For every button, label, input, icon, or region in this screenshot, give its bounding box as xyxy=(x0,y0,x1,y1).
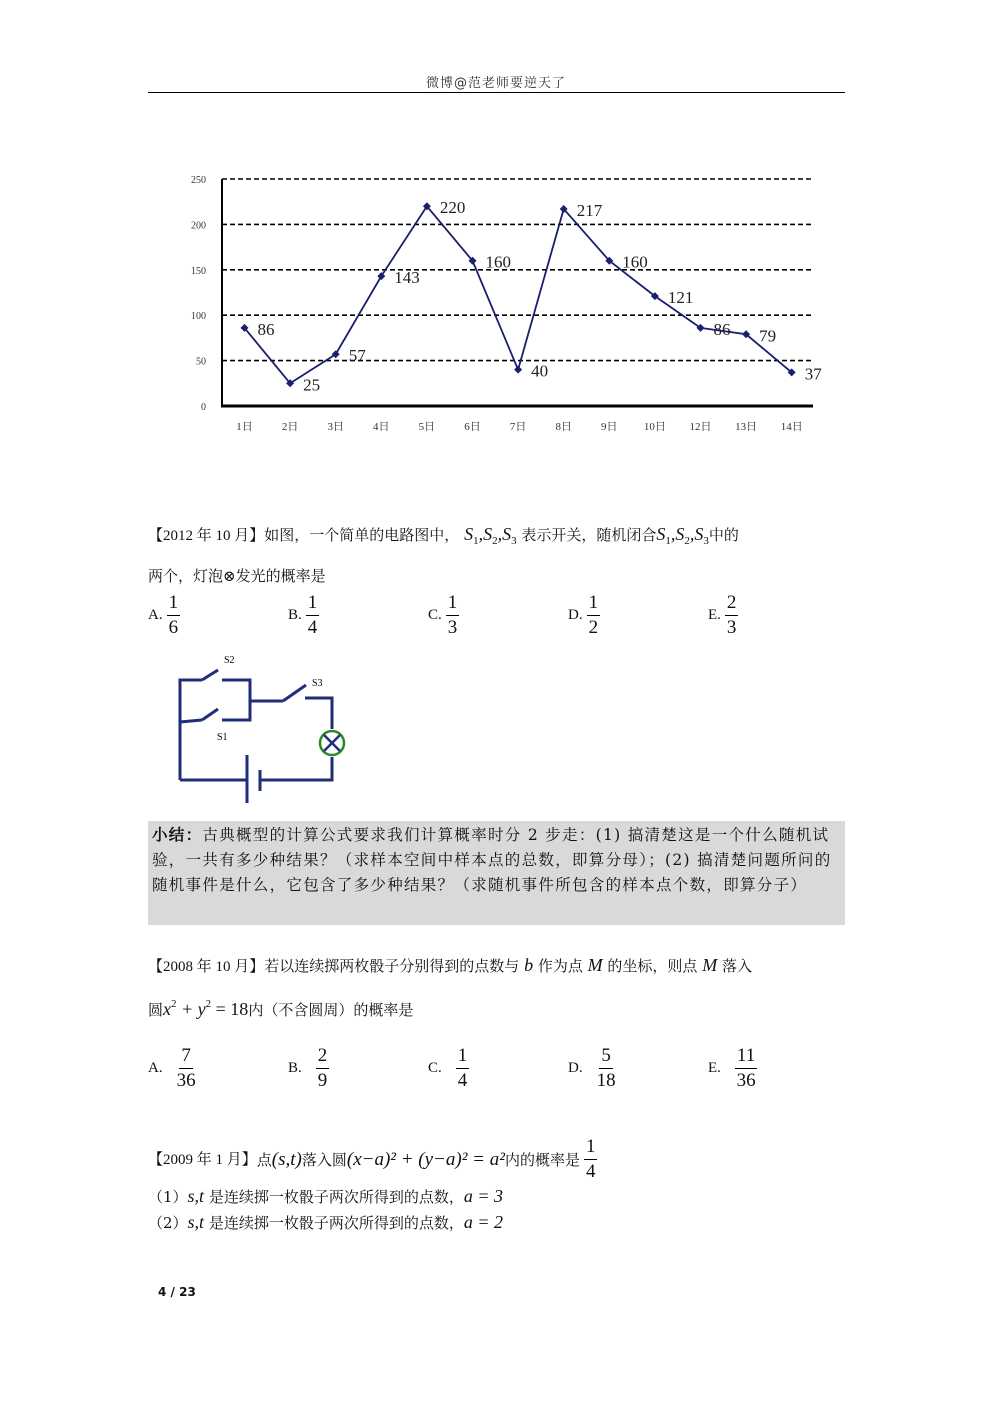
denominator: 3 xyxy=(726,617,737,638)
option-label: B. xyxy=(288,1060,302,1076)
data-label: 57 xyxy=(348,346,366,366)
option-label: C. xyxy=(428,607,442,623)
label-s3: S3 xyxy=(312,678,323,689)
question-tag: 【2009 年 1 月】 xyxy=(148,1151,257,1168)
option-label: D. xyxy=(568,607,583,623)
denominator: 2 xyxy=(588,617,599,638)
denominator: 3 xyxy=(447,617,458,638)
fraction xyxy=(306,592,320,639)
condition-item xyxy=(148,1186,848,1212)
switch-s1 xyxy=(202,709,218,720)
var-b: b xyxy=(524,955,534,975)
data-label: 143 xyxy=(394,268,420,288)
var-m: M xyxy=(587,955,603,975)
label-s2: S2 xyxy=(224,655,235,666)
answer-option-c[interactable] xyxy=(428,592,459,639)
circuit-wires xyxy=(180,670,332,803)
denominator: 4 xyxy=(307,617,318,638)
numerator: 1 xyxy=(306,592,320,616)
denominator: 18 xyxy=(596,1070,616,1091)
fraction xyxy=(446,592,460,639)
x-tick-label: 3日 xyxy=(327,421,344,433)
numerator: 1 xyxy=(167,592,181,616)
bulb-icon xyxy=(320,731,344,755)
data-label: 79 xyxy=(759,326,777,346)
x-tick-label: 13日 xyxy=(735,421,758,433)
data-label: 121 xyxy=(667,288,694,308)
answer-option-e[interactable] xyxy=(708,592,738,639)
circle-equation: (x−a)² + (y−a)² = a² xyxy=(346,1148,505,1170)
fraction xyxy=(584,1136,598,1183)
condition-index: （2） xyxy=(148,1214,188,1232)
x-tick-label: 4日 xyxy=(373,421,390,433)
condition-item xyxy=(148,1212,848,1238)
answer-option-c[interactable] xyxy=(428,1045,469,1092)
switch-s2 xyxy=(202,670,218,680)
answer-options-q2 xyxy=(148,1045,848,1095)
question-line-2: 两个，灯泡⊗发光的概率是 xyxy=(148,567,326,585)
question-text: 内的概率是 xyxy=(504,1150,580,1169)
question-tag: 【2008 年 10 月】 xyxy=(148,959,265,975)
option-label: C. xyxy=(428,1060,442,1076)
fraction xyxy=(725,592,739,639)
numerator: 1 xyxy=(456,1045,470,1069)
condition-text: 是连续掷一枚骰子两次所得到的点数， xyxy=(208,1188,464,1206)
summary-box xyxy=(148,821,845,925)
point-st: (s,t) xyxy=(271,1148,302,1170)
data-point xyxy=(514,366,522,374)
option-label: E. xyxy=(708,1060,721,1076)
denominator: 36 xyxy=(736,1070,756,1091)
equation-rhs: = 18 xyxy=(215,999,249,1019)
question-text: 中的 xyxy=(708,526,739,544)
numerator: 1 xyxy=(587,592,601,616)
y-tick-label: 0 xyxy=(201,402,206,413)
y-tick-label: 100 xyxy=(191,311,206,323)
x-tick-label: 6日 xyxy=(464,421,481,433)
data-label: 86 xyxy=(257,319,275,339)
question-tag: 【2012 年 10 月】 xyxy=(148,528,265,544)
denominator: 4 xyxy=(457,1070,468,1091)
circuit-diagram xyxy=(160,645,360,810)
x-tick-label: 9日 xyxy=(601,421,618,433)
condition-index: （1） xyxy=(148,1188,188,1206)
fraction xyxy=(456,1045,470,1092)
series-line xyxy=(245,206,792,383)
answer-option-b[interactable] xyxy=(288,1045,329,1092)
summary-label: 小结： xyxy=(152,826,203,844)
circle-equation: $x^2 + y^2$ xyxy=(163,998,212,1019)
y-tick-label: 150 xyxy=(191,265,206,277)
answer-options-q1 xyxy=(148,592,848,642)
question-text: 表示开关，随机闭合 xyxy=(521,526,657,544)
condition-a: a = 3 xyxy=(463,1186,504,1206)
answer-option-a[interactable] xyxy=(148,592,180,639)
x-tick-label: 5日 xyxy=(418,421,436,433)
question-text: 落入圆 xyxy=(301,1150,347,1169)
option-label: B. xyxy=(288,607,302,623)
x-tick-label: 10日 xyxy=(643,421,666,433)
x-tick-label: 12日 xyxy=(689,421,712,433)
question-text: 落入 xyxy=(722,957,753,975)
option-label: A. xyxy=(148,1060,163,1076)
x-tick-label: 1日 xyxy=(236,421,253,433)
question-text: 作为点 xyxy=(537,957,583,975)
conditions-list xyxy=(148,1186,848,1238)
line-chart xyxy=(0,0,992,470)
x-tick-label: 8日 xyxy=(555,421,572,433)
x-tick-label: 7日 xyxy=(509,421,527,433)
data-label: 25 xyxy=(303,375,321,395)
answer-option-d[interactable] xyxy=(568,592,600,639)
switch-vars: $S_1,S_2,S_3$ xyxy=(464,524,517,547)
answer-option-a[interactable] xyxy=(148,1045,196,1092)
numerator: 7 xyxy=(179,1045,193,1069)
page-number: 4 / 23 xyxy=(158,1285,196,1299)
data-label: 40 xyxy=(531,361,549,381)
x-tick-label: 14日 xyxy=(780,421,803,433)
label-s1: S1 xyxy=(217,732,228,743)
page-header-title: 微博@范老师要逆天了 xyxy=(425,76,566,91)
chart-series xyxy=(241,202,796,387)
denominator: 9 xyxy=(317,1070,328,1091)
summary-text: 古典概型的计算公式要求我们计算概率时分 2 步走：(1) 搞清楚这是一个什么随机试验，一共有多少种结果？（求样本空间中样本点的总数，即算分母）；(2) 搞清楚问题所问的随机事件是什么，它包含了多少种结果？（求随机事件所包含的样本点个数，即算分子） xyxy=(152,826,832,894)
question-text: 点 xyxy=(256,1150,272,1169)
question-text: 的坐标，则点 xyxy=(607,957,698,975)
condition-vars: s,t xyxy=(187,1212,205,1232)
data-label: 37 xyxy=(804,364,822,384)
x-tick-label: 2日 xyxy=(281,421,299,433)
question-text: 如图，一个简单的电路图中， xyxy=(264,526,460,544)
numerator: 11 xyxy=(735,1045,757,1069)
data-label: 86 xyxy=(713,319,731,339)
numerator: 2 xyxy=(725,592,739,616)
fraction xyxy=(587,592,601,639)
switch-s3 xyxy=(283,685,306,701)
denominator: 36 xyxy=(176,1070,196,1091)
y-tick-label: 50 xyxy=(196,356,206,368)
condition-a: a = 2 xyxy=(463,1212,504,1232)
denominator: 4 xyxy=(585,1161,596,1182)
y-tick-label: 200 xyxy=(191,220,206,232)
chart-x-ticks xyxy=(236,420,802,433)
question-text: 圆 xyxy=(148,1001,164,1019)
fraction xyxy=(316,1045,330,1092)
switch-vars: $S_1,S_2,S_3$ xyxy=(656,524,709,547)
question-line-2 xyxy=(148,994,413,1020)
fraction xyxy=(177,1045,196,1092)
question-text: 内（不含圆周）的概率是 xyxy=(248,1001,414,1019)
numerator: 1 xyxy=(446,592,460,616)
question-2009-01 xyxy=(148,1136,848,1183)
answer-option-e[interactable] xyxy=(708,1045,757,1092)
y-tick-label: 250 xyxy=(191,175,206,186)
fraction xyxy=(597,1045,616,1092)
numerator: 2 xyxy=(316,1045,330,1069)
option-label: A. xyxy=(148,607,163,623)
data-label: 160 xyxy=(622,252,648,272)
question-text: 若以连续掷两枚骰子分别得到的点数与 xyxy=(264,957,520,975)
chart-y-ticks xyxy=(191,175,206,413)
numerator: 5 xyxy=(599,1045,613,1069)
answer-option-d[interactable] xyxy=(568,1045,616,1092)
option-label: E. xyxy=(708,607,721,623)
option-label: D. xyxy=(568,1060,583,1076)
fraction xyxy=(167,592,181,639)
answer-option-b[interactable] xyxy=(288,592,319,639)
data-label: 217 xyxy=(576,200,603,220)
numerator: 1 xyxy=(584,1136,598,1160)
data-label: 220 xyxy=(439,198,466,218)
condition-vars: s,t xyxy=(187,1186,205,1206)
var-m: M xyxy=(702,955,718,975)
data-label: 160 xyxy=(485,252,511,272)
fraction xyxy=(735,1045,757,1092)
chart-axes xyxy=(221,179,813,408)
question-2012-10 xyxy=(148,524,848,551)
question-2008-10 xyxy=(148,955,848,977)
condition-text: 是连续掷一枚骰子两次所得到的点数， xyxy=(208,1214,464,1232)
denominator: 6 xyxy=(168,617,179,638)
